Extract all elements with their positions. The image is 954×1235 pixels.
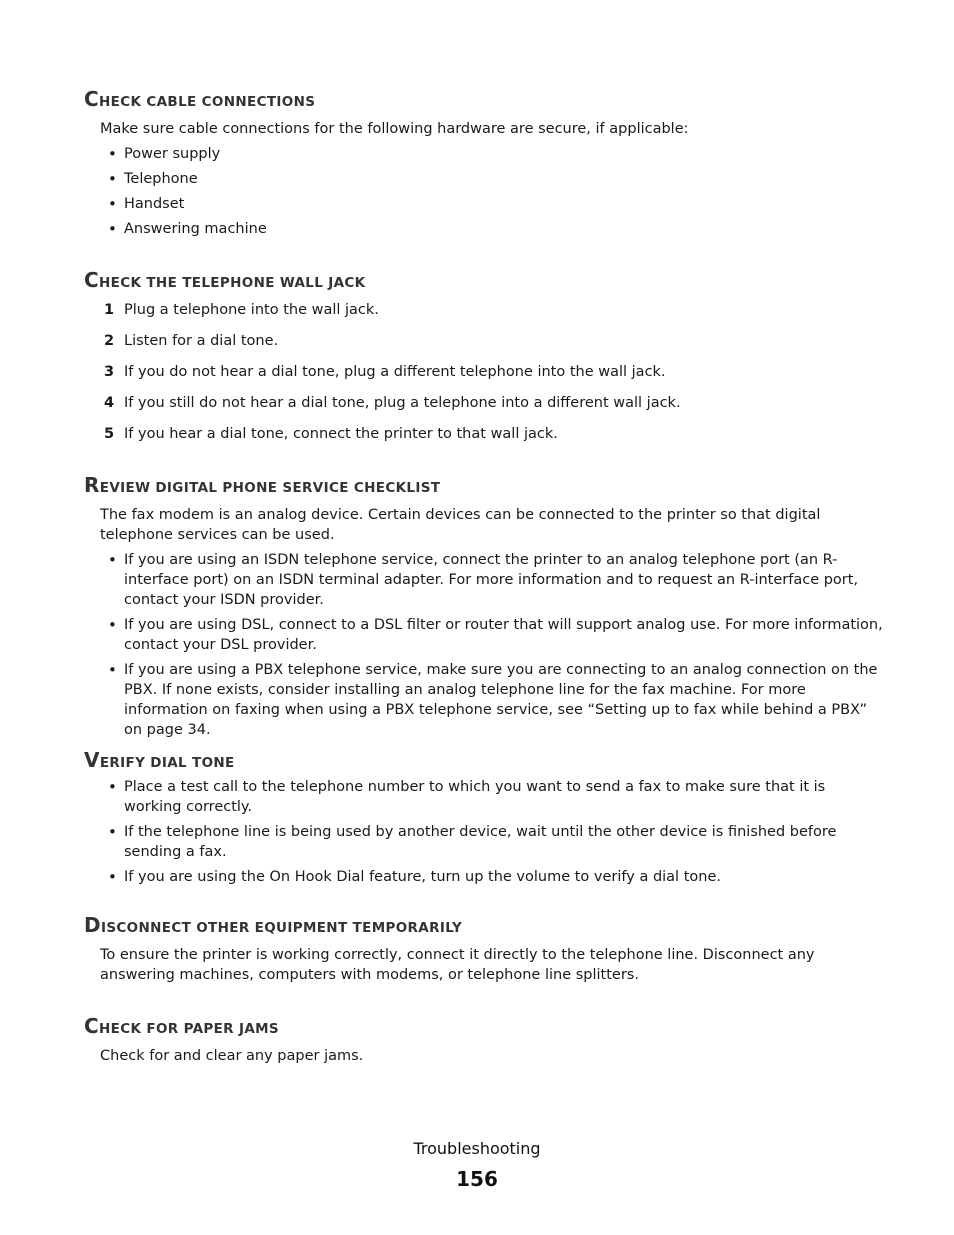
step-item [84,424,884,444]
section-check-wall-jack [84,268,884,444]
hardware-list [84,144,884,239]
step-number: 4 [104,395,115,411]
list-item-text: Handset [124,196,185,212]
step-text: Plug a telephone into the wall jack. [124,302,379,318]
list-item-text: If you are using the On Hook Dial feature, turn up the volume to verify a dial tone. [124,869,721,885]
bullet-icon: • [108,616,117,634]
bullet-icon: • [108,220,117,238]
step-number: 1 [104,302,115,318]
section-intro: To ensure the printer is working correctly, connect it directly to the telephone line. Disconnect any answering machines, computers with modems, or telephone line splitters. [100,947,815,983]
bullet-icon: • [108,195,117,213]
bullet-icon: • [108,661,117,679]
bullet-icon: • [108,170,117,188]
list-item [84,144,884,164]
list-item-text: If you are using an ISDN telephone service, connect the printer to an analog telephone port (an R-interface port) on an ISDN terminal adapter. For more information and to request an R-interface port, contact your ISDN provider. [124,552,859,608]
step-number: 5 [104,426,115,442]
step-item [84,331,884,351]
section-intro: The fax modem is an analog device. Certain devices can be connected to the printer so that digital telephone services can be used. [100,507,821,543]
step-item [84,300,884,320]
footer-chapter-label: Troubleshooting [413,1139,541,1158]
list-item-text: Answering machine [124,221,267,237]
step-item [84,393,884,413]
list-item [84,219,884,239]
step-text: Listen for a dial tone. [124,333,279,349]
bullet-icon: • [108,145,117,163]
section-disconnect-other-equipment [84,913,884,985]
list-item [84,194,884,214]
digital-service-list [84,550,884,740]
section-heading: CHECK CABLE CONNECTIONS [84,87,316,111]
list-item [84,822,884,862]
wall-jack-steps [84,300,884,444]
list-item-text: If you are using DSL, connect to a DSL filter or router that will support analog use. For more information, contact your DSL provider. [124,617,883,653]
section-heading: CHECK THE TELEPHONE WALL JACK [84,268,366,292]
section-intro: Make sure cable connections for the following hardware are secure, if applicable: [100,121,689,137]
section-heading: DISCONNECT OTHER EQUIPMENT TEMPORARILY [84,913,463,937]
bullet-icon: • [108,823,117,841]
section-check-paper-jams [84,1014,884,1066]
section-verify-dial-tone [84,748,884,887]
list-item [84,169,884,189]
section-check-cable-connections [84,87,884,239]
section-intro: Check for and clear any paper jams. [100,1048,364,1064]
bullet-icon: • [108,778,117,796]
step-number: 2 [104,333,115,349]
list-item-text: Telephone [124,171,198,187]
bullet-icon: • [108,551,117,569]
list-item [84,777,884,817]
list-item [84,660,884,740]
list-item-text: If the telephone line is being used by another device, wait until the other device is finished before sending a fax. [124,824,837,860]
bullet-icon: • [108,868,117,886]
section-heading: CHECK FOR PAPER JAMS [84,1014,280,1038]
page-number: 156 [456,1167,498,1191]
list-item-text: Place a test call to the telephone number to which you want to send a fax to make sure that it is working correctly. [124,779,826,815]
list-item [84,867,884,887]
list-item-text: If you are using a PBX telephone service, make sure you are connecting to an analog connection on the PBX. If none exists, consider installing an analog telephone line for the fax machine. For more information on faxing when using a PBX telephone service, see “Setting up to fax while behind a PBX” on page 34. [124,662,878,738]
dial-tone-list [84,777,884,887]
step-text: If you hear a dial tone, connect the printer to that wall jack. [124,426,558,442]
list-item-text: Power supply [124,146,221,162]
section-review-digital-phone-service [84,473,884,740]
list-item [84,550,884,610]
step-number: 3 [104,364,115,380]
section-heading: VERIFY DIAL TONE [84,748,235,772]
section-heading: REVIEW DIGITAL PHONE SERVICE CHECKLIST [84,473,441,497]
list-item [84,615,884,655]
step-text: If you still do not hear a dial tone, plug a telephone into a different wall jack. [124,395,681,411]
step-item [84,362,884,382]
step-text: If you do not hear a dial tone, plug a different telephone into the wall jack. [124,364,666,380]
